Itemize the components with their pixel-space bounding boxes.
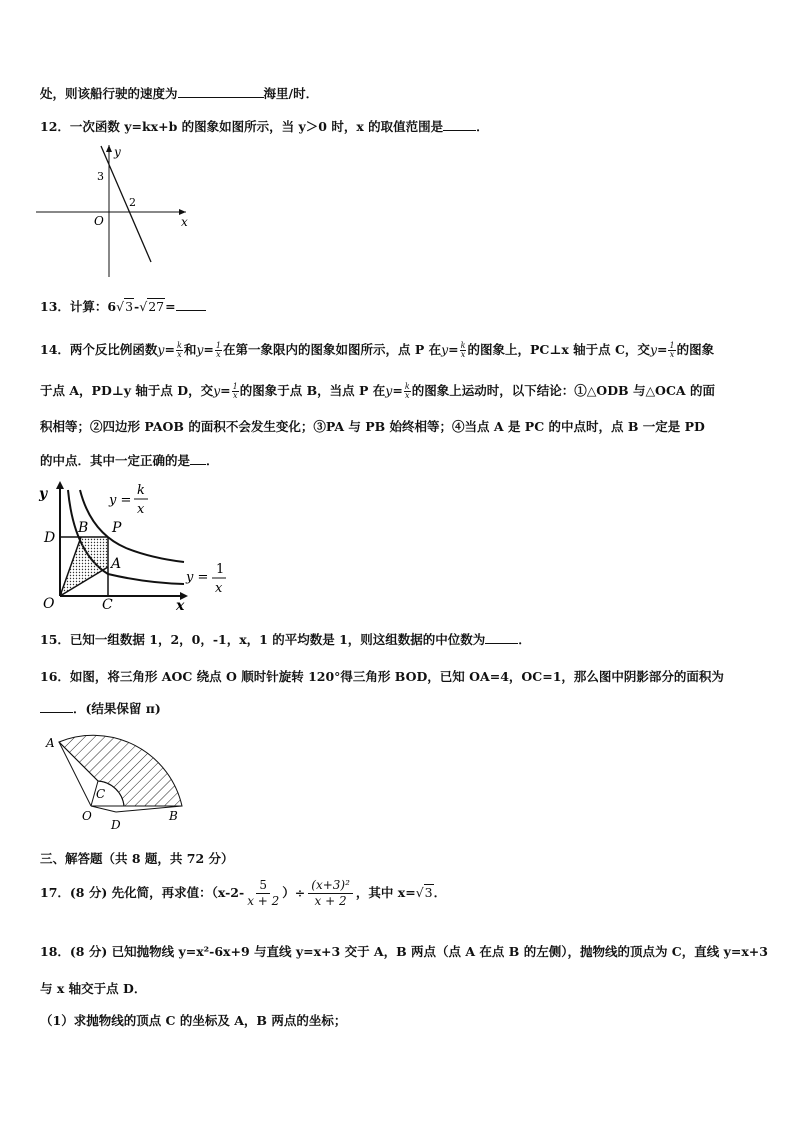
- frac-1-over-x: $\frac{1}{x}$: [215, 341, 221, 359]
- q14-text-j: 的中点．其中一定正确的是: [40, 453, 191, 468]
- q13-text: 13．计算：6: [40, 299, 117, 314]
- question-12: [40, 117, 489, 135]
- section-3-heading: 三、解答题（共 8 题，共 72 分）: [40, 851, 234, 866]
- q15-period: ．: [518, 632, 531, 647]
- q14-label-A: A: [111, 556, 122, 572]
- q14-label-D: D: [44, 530, 56, 546]
- q17-frac-2: $\frac{\text{(x+3)²}}{x + 2}$: [308, 878, 353, 909]
- q12-y-label: y: [114, 145, 121, 159]
- q14-legend-k-den: x: [137, 502, 145, 517]
- q13-minus: -: [134, 299, 140, 314]
- q16-label-A: A: [46, 736, 55, 750]
- question-16-line1: [40, 667, 724, 685]
- question-13: 13．计算：6√3-√27=: [40, 297, 206, 315]
- q12-x-intercept: 2: [129, 196, 136, 209]
- q16-text-2: ．(结果保留 π): [73, 701, 161, 716]
- question-14-line3: [40, 417, 705, 435]
- q14-text-b: 和: [183, 342, 197, 357]
- q17-period: ．: [433, 885, 447, 900]
- q14-text-g: 的图象于点 B，当点 P 在: [239, 383, 386, 398]
- q14-legend-k-prefix: y =: [109, 493, 132, 508]
- q11-tail: [40, 84, 318, 102]
- question-17: 17．(8 分) 先化简，再求值：（x-2- $\frac{5}{x + 2}$ ）÷ $\frac{\text{(x+3)²}}{x + 2}$ ，其中 x=√3．: [40, 878, 447, 908]
- q14-text-c: 在第一象限内的图象如图所示，点 P 在: [222, 342, 442, 357]
- q14-label-P: P: [112, 520, 122, 536]
- q14-text-d: 的图象上，PC⊥x 轴于点 C，交: [467, 342, 650, 357]
- q14-label-C: C: [102, 597, 113, 613]
- question-18-part1: （1）求抛物线的顶点 C 的坐标及 A，B 两点的坐标；: [40, 1013, 347, 1028]
- q12-text: 12．一次函数 y=kx+b 的图象如图所示，当 y＞0 时，x 的取值范围是: [40, 119, 444, 134]
- q14-text-f: 于点 A，PD⊥y 轴于点 D，交: [40, 383, 214, 398]
- q14-text-e: 的图象: [676, 342, 715, 357]
- q14-label-B: B: [78, 520, 89, 536]
- q12-answer-blank[interactable]: [443, 130, 476, 131]
- question-14-line2: 于点 A，PD⊥y 轴于点 D，交y= $\frac{1}{x}$ 的图象于点 B，当点 P 在y= $\frac{k}{x}$ 的图象上运动时，以下结论：①△ODB 与△OCA 的面: [40, 382, 715, 400]
- q12-origin: O: [94, 214, 104, 228]
- frac-k-over-x-2: $\frac{k}{x}$: [460, 341, 466, 359]
- q11-unit: 海里/时．: [263, 86, 319, 101]
- q12-period: ．: [476, 119, 489, 134]
- frac-k-over-x: $\frac{k}{x}$: [176, 341, 182, 359]
- q14-legend-1-prefix: y =: [186, 570, 209, 585]
- q15-text: 15．已知一组数据 1，2，0，-1，x，1 的平均数是 1，则这组数据的中位数为: [40, 632, 486, 647]
- q17-radicand: 3: [424, 885, 433, 900]
- q16-answer-blank[interactable]: [40, 712, 73, 713]
- q12-y-intercept: 3: [97, 170, 104, 183]
- q16-figure: [44, 728, 194, 836]
- q11-answer-blank[interactable]: [178, 97, 264, 98]
- q14-text-a: 14．两个反比例函数: [40, 342, 158, 357]
- q13-radicand-2: 27: [148, 299, 165, 314]
- frac-k-over-x-3: $\frac{k}{x}$: [404, 382, 410, 400]
- q16-label-O: O: [82, 809, 92, 823]
- q14-legend-k-num: k: [137, 483, 145, 498]
- question-18-line1: 18．(8 分) 已知抛物线 y=x²-6x+9 与直线 y=x+3 交于 A，B 两点（点 A 在点 B 的左侧），抛物线的顶点为 C，直线 y=x+3: [40, 944, 768, 959]
- q14-label-O: O: [43, 596, 55, 612]
- q17-text-2: ）÷: [282, 885, 306, 900]
- q12-x-label: x: [181, 215, 188, 229]
- q17-text: 17．(8 分) 先化简，再求值：（x-2-: [40, 885, 245, 900]
- q11-text: 处，则该船行驶的速度为: [40, 86, 178, 101]
- question-18-line2: 与 x 轴交于点 D．: [40, 981, 147, 996]
- q14-text-i: 积相等；②四边形 PAOB 的面积不会发生变化；③PA 与 PB 始终相等；④当点 A 是 PC 的中点时，点 B 一定是 PD: [40, 419, 705, 434]
- q14-legend-1-num: 1: [216, 562, 225, 577]
- question-16-line2: [40, 699, 161, 717]
- q16-label-B: B: [169, 809, 178, 823]
- q14-graph: [36, 478, 236, 614]
- q17-frac-1: $\frac{5}{x + 2}$: [247, 878, 280, 908]
- question-15: [40, 630, 531, 648]
- q16-text: 16．如图，将三角形 AOC 绕点 O 顺时针旋转 120°得三角形 BOD，已知 OA=4，OC=1，那么图中阴影部分的面积为: [40, 669, 724, 684]
- q16-label-C: C: [96, 787, 106, 801]
- question-14-line1: 14．两个反比例函数y= $\frac{k}{x}$ 和y= $\frac{1}{x}$ 在第一象限内的图象如图所示，点 P 在y= $\frac{k}{x}$ 的图象上，PC⊥x 轴于点 C，交y= $\frac{1}{x}$ 的图象: [40, 341, 715, 359]
- q14-answer-blank[interactable]: [190, 464, 206, 465]
- q17-text-3: ，其中 x=: [355, 885, 416, 900]
- frac-1-over-x-2: $\frac{1}{x}$: [669, 341, 675, 359]
- q14-x-axis-label: x: [176, 598, 185, 614]
- q13-radicand-1: 3: [125, 299, 134, 314]
- q14-y-axis-label: y: [39, 486, 48, 502]
- q14-legend-1-den: x: [215, 581, 223, 596]
- q13-equals: =: [165, 299, 176, 314]
- frac-1-over-x-3: $\frac{1}{x}$: [232, 382, 238, 400]
- q15-answer-blank[interactable]: [485, 643, 518, 644]
- q16-label-D: D: [111, 818, 121, 832]
- q14-text-h: 的图象上运动时，以下结论：①△ODB 与△OCA 的面: [411, 383, 715, 398]
- q12-graph: [36, 142, 196, 278]
- question-14-line4: [40, 451, 219, 469]
- q14-period: ．: [206, 453, 219, 468]
- q13-answer-blank[interactable]: [176, 310, 206, 311]
